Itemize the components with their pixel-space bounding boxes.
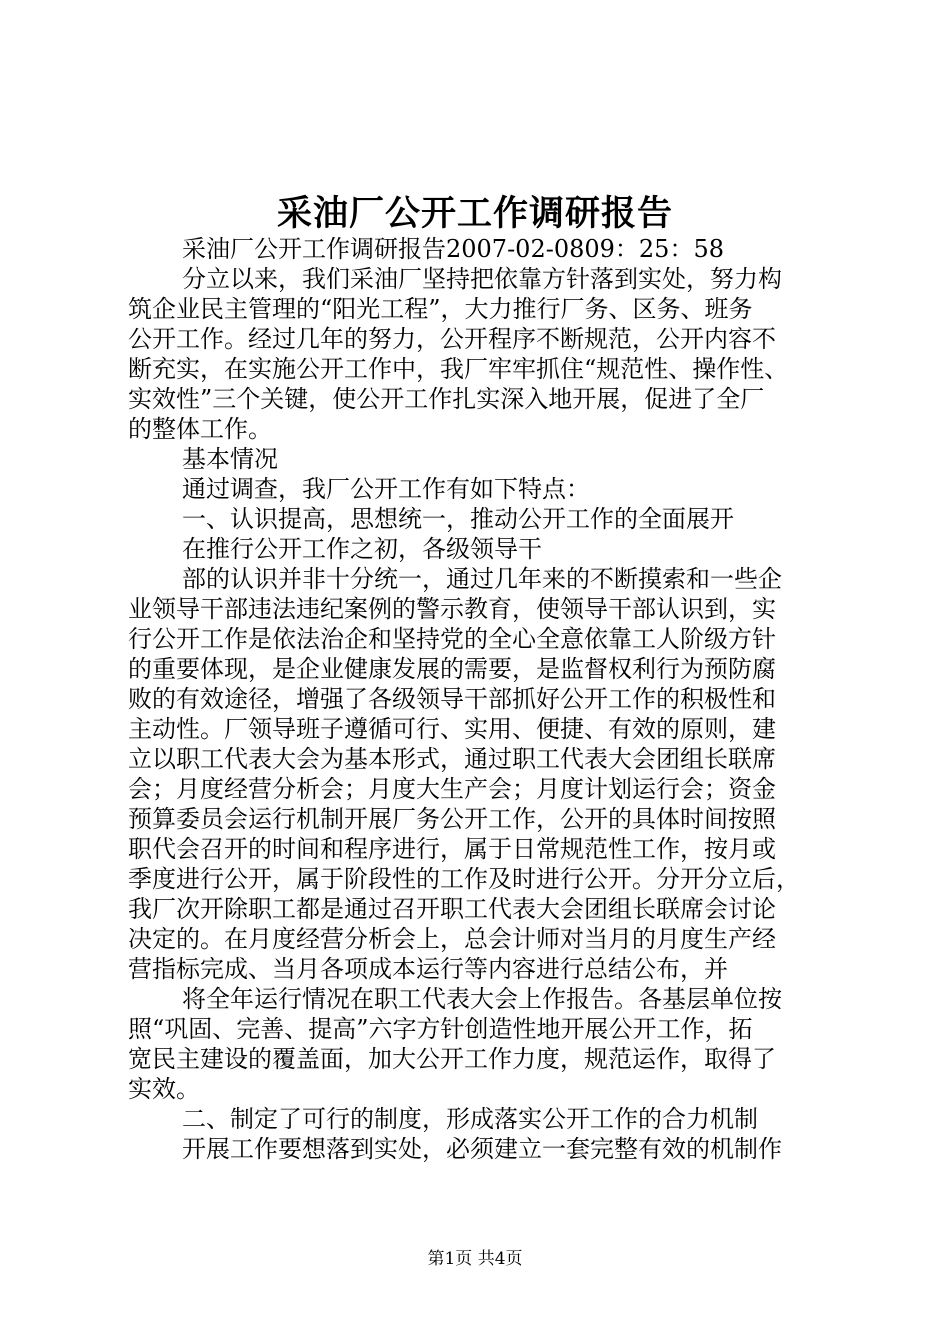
text-line: 开展工作要想落到实处，必须建立一套完整有效的机制作 [182,1135,782,1163]
text-line: 我厂次开除职工都是通过召开职工代表大会团组长联席会讨论 [128,895,776,923]
text-line: 的重要体现，是企业健康发展的需要，是监督权利行为预防腐 [128,655,776,683]
text-line: 一、认识提高，思想统一，推动公开工作的全面展开 [182,505,734,533]
text-line: 公开工作。经过几年的努力，公开程序不断规范，公开内容不 [128,325,776,353]
text-line: 的整体工作。 [128,415,272,443]
text-line: 立以职工代表大会为基本形式，通过职工代表大会团组长联席 [128,745,776,773]
text-line: 分立以来，我们采油厂坚持把依靠方针落到实处，努力构 [182,265,782,293]
text-line: 部的认识并非十分统一，通过几年来的不断摸索和一些企 [182,565,782,593]
text-line: 二、制定了可行的制度，形成落实公开工作的合力机制 [182,1105,758,1133]
text-line: 通过调查，我厂公开工作有如下特点： [182,475,590,503]
text-line: 职代会召开的时间和程序进行，属于日常规范性工作，按月或 [128,835,776,863]
text-line: 业领导干部违法违纪案例的警示教育，使领导干部认识到，实 [128,595,776,623]
text-line: 将全年运行情况在职工代表大会上作报告。各基层单位按 [182,985,782,1013]
document-title: 采油厂公开工作调研报告 [276,193,673,234]
text-line: 实效。 [128,1075,200,1103]
text-line: 筑企业民主管理的“阳光工程”，大力推行厂务、区务、班务 [128,295,753,323]
text-line: 季度进行公开，属于阶段性的工作及时进行公开。分开分立后， [128,865,800,893]
text-line: 在推行公开工作之初，各级领导干 [182,535,542,563]
text-line: 败的有效途径，增强了各级领导干部抓好公开工作的积极性和 [128,685,776,713]
text-line: 决定的。在月度经营分析会上，总会计师对当月的月度生产经 [128,925,776,953]
text-line: 基本情况 [182,445,278,473]
text-line: 照“巩固、完善、提高”六字方针创造性地开展公开工作，拓 [128,1015,753,1043]
text-line: 宽民主建设的覆盖面，加大公开工作力度，规范运作，取得了 [128,1045,776,1073]
document-body [128,234,830,1164]
text-line: 主动性。厂领导班子遵循可行、实用、便捷、有效的原则，建 [128,715,776,743]
text-line: 预算委员会运行机制开展厂务公开工作，公开的具体时间按照 [128,805,776,833]
page-footer: 第1页 共4页 [427,1249,523,1269]
text-line: 采油厂公开工作调研报告2007-02-0809：25：58 [182,235,724,263]
text-line: 会；月度经营分析会；月度大生产会；月度计划运行会；资金 [128,775,776,803]
text-line: 营指标完成、当月各项成本运行等内容进行总结公布，并 [128,955,728,983]
text-line: 断充实，在实施公开工作中，我厂牢牢抓住“规范性、操作性、 [128,355,789,383]
text-line: 行公开工作是依法治企和坚持党的全心全意依靠工人阶级方针 [128,625,776,653]
text-line: 实效性”三个关键，使公开工作扎实深入地开展，促进了全厂 [128,385,765,413]
